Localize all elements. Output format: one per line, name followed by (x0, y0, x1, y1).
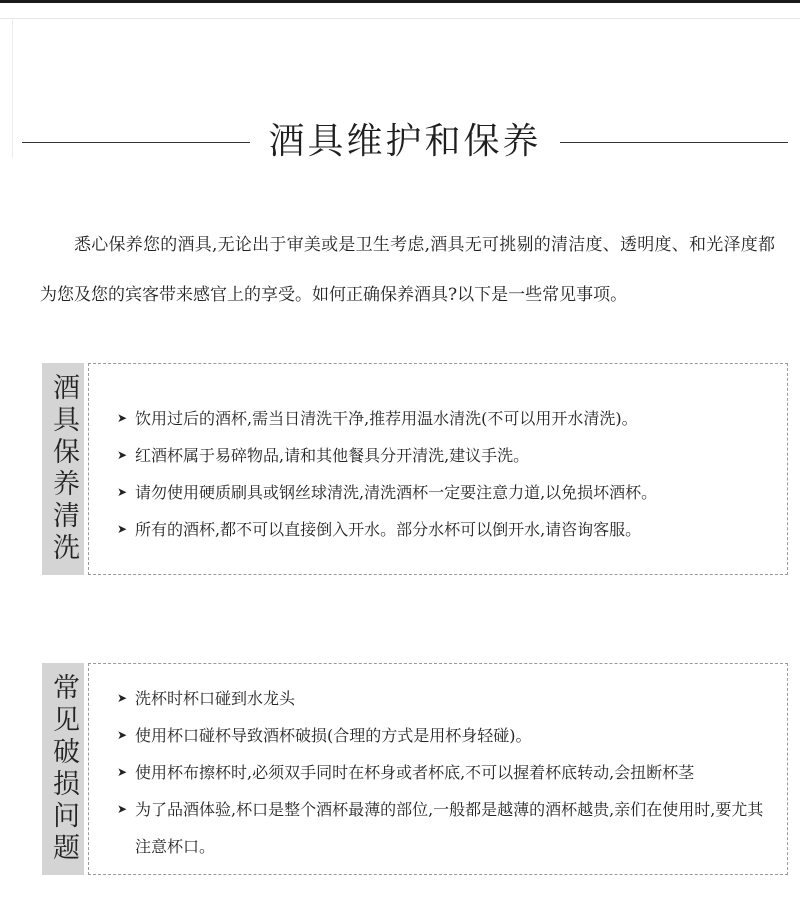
list-item-text: 洗杯时杯口碰到水龙头 (135, 689, 296, 708)
list-item-text: 使用杯布擦杯时,必须双手同时在杯身或者杯底,不可以握着杯底转动,会扭断杯茎 (135, 763, 695, 782)
title-rule-left (22, 142, 250, 143)
list-item (89, 511, 787, 548)
section-label (42, 363, 84, 575)
section-care-cleaning (40, 363, 788, 575)
list-item-text: 所有的酒杯,都不可以直接倒入开水。部分水杯可以倒开水,请咨询客服。 (135, 520, 642, 539)
arrow-right-icon: ➤ (117, 728, 128, 742)
title-rule-right (560, 142, 788, 143)
section-label (42, 663, 84, 875)
top-border (0, 0, 800, 3)
section-label-text: 酒具保养清洗 (48, 373, 79, 565)
list-item (89, 791, 787, 865)
list-item (89, 400, 787, 437)
arrow-right-icon: ➤ (117, 522, 128, 536)
list-item (89, 717, 787, 754)
arrow-right-icon: ➤ (117, 691, 128, 705)
arrow-right-icon: ➤ (117, 411, 128, 425)
list-item (89, 474, 787, 511)
list-item-text: 饮用过后的酒杯,需当日清洗干净,推荐用温水清洗(不可以用开水清洗)。 (135, 409, 638, 428)
section-box (88, 663, 788, 875)
intro-paragraph: 悉心保养您的酒具,无论出于审美或是卫生考虑,酒具无可挑剔的清洁度、透明度、和光泽度都为您及您的宾客带来感官上的享受。如何正确保养酒具?以下是一些常见事项。 (40, 235, 775, 305)
arrow-right-icon: ➤ (117, 765, 128, 779)
section-common-damage (40, 663, 788, 875)
section-box (88, 363, 788, 575)
list-item (89, 680, 787, 717)
top-divider (0, 18, 800, 19)
arrow-right-icon: ➤ (117, 448, 128, 462)
left-divider (12, 18, 13, 158)
list-item (89, 754, 787, 791)
list-item-text: 请勿使用硬质刷具或钢丝球清洗,清洗酒杯一定要注意力道,以免损坏酒杯。 (135, 483, 658, 502)
arrow-right-icon: ➤ (117, 802, 128, 816)
list-item-text: 为了品酒体验,杯口是整个酒杯最薄的部位,一般都是越薄的酒杯越贵,亲们在使用时,要尤其注意杯口。 (135, 800, 764, 856)
arrow-right-icon: ➤ (117, 485, 128, 499)
section-label-text: 常见破损问题 (48, 673, 79, 865)
page-title: 酒具维护和保养 (268, 121, 542, 162)
list-item-text: 使用杯口碰杯导致酒杯破损(合理的方式是用杯身轻碰)。 (135, 726, 532, 745)
list-item (89, 437, 787, 474)
list-item-text: 红酒杯属于易碎物品,请和其他餐具分开清洗,建议手洗。 (135, 446, 530, 465)
